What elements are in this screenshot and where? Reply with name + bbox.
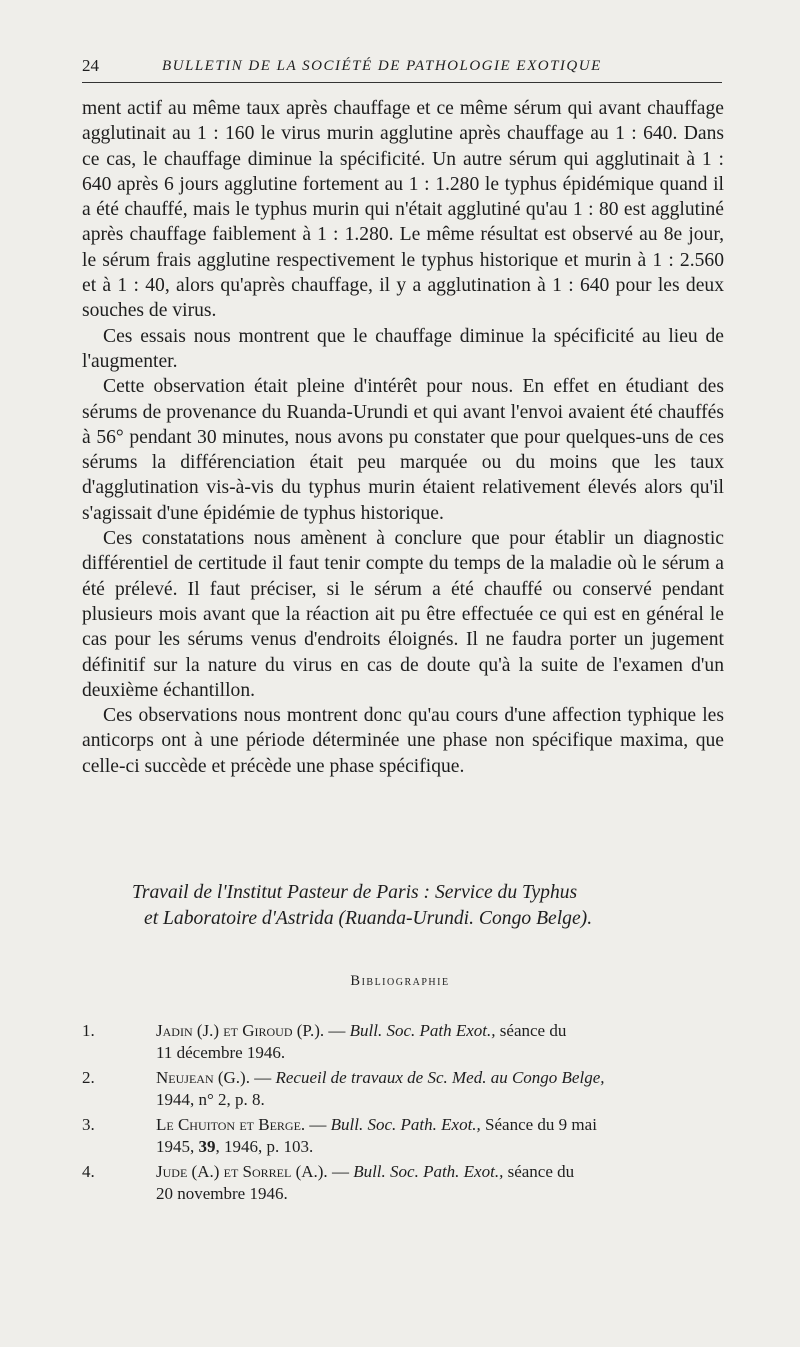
reference-item	[82, 1020, 724, 1064]
reference-item	[82, 1114, 724, 1158]
article-body	[82, 96, 724, 779]
header-rule	[82, 82, 722, 83]
reference-number: 4.	[82, 1162, 95, 1181]
reference-separator: —	[327, 1162, 354, 1181]
reference-number: 3.	[82, 1115, 95, 1134]
reference-authors: Neujean (G.).	[156, 1068, 250, 1087]
reference-details: séance du	[495, 1021, 567, 1040]
reference-journal: Recueil de travaux de Sc. Med. au Congo Belge,	[275, 1068, 605, 1087]
reference-separator: —	[324, 1021, 350, 1040]
page-header	[82, 56, 722, 80]
reference-authors: Le Chuiton et Berge.	[156, 1115, 306, 1134]
reference-item	[82, 1067, 724, 1111]
affiliation-line-2: et Laboratoire d'Astrida (Ruanda-Urundi. Congo Belge).	[144, 908, 593, 929]
reference-details: 1944, n° 2, p. 8.	[156, 1090, 265, 1109]
paragraph: Cette observation était pleine d'intérêt pour nous. En effet en étudiant des sérums de provenance du Ruanda-Urundi et qui avant l'envoi avaient été chauffés à 56° pendant 30 minutes, nous avons pu constater que pour quelques-uns de ces sérums la différenciation était peu marquée ou du moins que les taux d'agglutination vis-à-vis du typhus murin étaient relativement élevés alors qu'il s'agissait d'une épidémie de typhus historique.	[82, 376, 724, 524]
reference-year: 1945,	[156, 1137, 199, 1156]
reference-journal: Bull. Soc. Path Exot.,	[349, 1021, 496, 1040]
paragraph-continued: ment actif au même taux après chauffage et ce même sérum qui avant chauffage agglutinait au 1 : 160 le virus murin agglutine après chauffage au 1 : 640. Dans ce cas, le chauffage diminue la spécificité. Un autre sérum qui agglutinait à 1 : 640 après 6 jours agglutine fortement au 1 : 1.280 le typhus épidémique quand il a été chauffé, mais le typhus murin qui n'était agglutiné qu'au 1 : 80 est agglutiné après chauffage faiblement à 1 : 1.280. Le même résultat est observé au 8e jour, le sérum frais agglutine respectivement le typhus historique et murin à 1 : 2.560 et à 1 : 40, alors qu'après chauffage, il y a agglutination à 1 : 640 pour les deux souches de virus.	[82, 98, 724, 322]
reference-pages: , 1946, p. 103.	[215, 1137, 314, 1156]
paragraph: Ces observations nous montrent donc qu'au cours d'une affection typhique les anticorps ont à une période déterminée une phase non spécifique maxima, que celle-ci succède et précède une phase spécifique.	[82, 705, 724, 777]
paragraph: Ces essais nous montrent que le chauffage diminue la spécificité au lieu de l'augmenter.	[82, 325, 724, 372]
affiliation	[82, 880, 724, 932]
reference-number: 2.	[82, 1068, 95, 1087]
running-title: BULLETIN DE LA SOCIÉTÉ DE PATHOLOGIE EXOTIQUE	[162, 58, 602, 74]
affiliation-line-1: Travail de l'Institut Pasteur de Paris : Service du Typhus	[132, 882, 578, 903]
reference-journal: Bull. Soc. Path. Exot.,	[353, 1162, 504, 1181]
reference-date: 20 novembre 1946.	[156, 1184, 288, 1203]
reference-journal: Bull. Soc. Path. Exot.,	[330, 1115, 481, 1134]
reference-volume-line	[156, 1136, 724, 1158]
reference-details: Séance du 9 mai	[480, 1115, 597, 1134]
reference-details: séance du	[503, 1162, 575, 1181]
reference-number: 1.	[82, 1021, 95, 1040]
reference-list	[82, 1020, 724, 1208]
reference-separator: —	[305, 1115, 331, 1134]
reference-separator: —	[249, 1068, 276, 1087]
reference-volume: 39	[198, 1137, 216, 1156]
paragraph: Ces constatations nous amènent à conclure que pour établir un diagnostic différentiel de certitude il faut tenir compte du temps de la maladie où le sérum a été prélevé. Il faut préciser, si le sérum a été chauffé ou conservé pendant plusieurs mois avant que la réaction ait pu être effectuée ce qui est en général le cas pour les sérums venus d'endroits éloignés. Il ne faudra porter un jugement définitif sur la nature du virus en cas de doute qu'à la suite de l'examen d'un deuxième échantillon.	[82, 528, 724, 701]
reference-authors: Jude (A.) et Sorrel (A.).	[156, 1162, 328, 1181]
reference-authors: Jadin (J.) et Giroud (P.).	[156, 1021, 325, 1040]
bibliography-heading: Bibliographie	[350, 973, 450, 989]
page-number: 24	[82, 56, 99, 75]
reference-item	[82, 1161, 724, 1205]
reference-date: 11 décembre 1946.	[156, 1043, 286, 1062]
